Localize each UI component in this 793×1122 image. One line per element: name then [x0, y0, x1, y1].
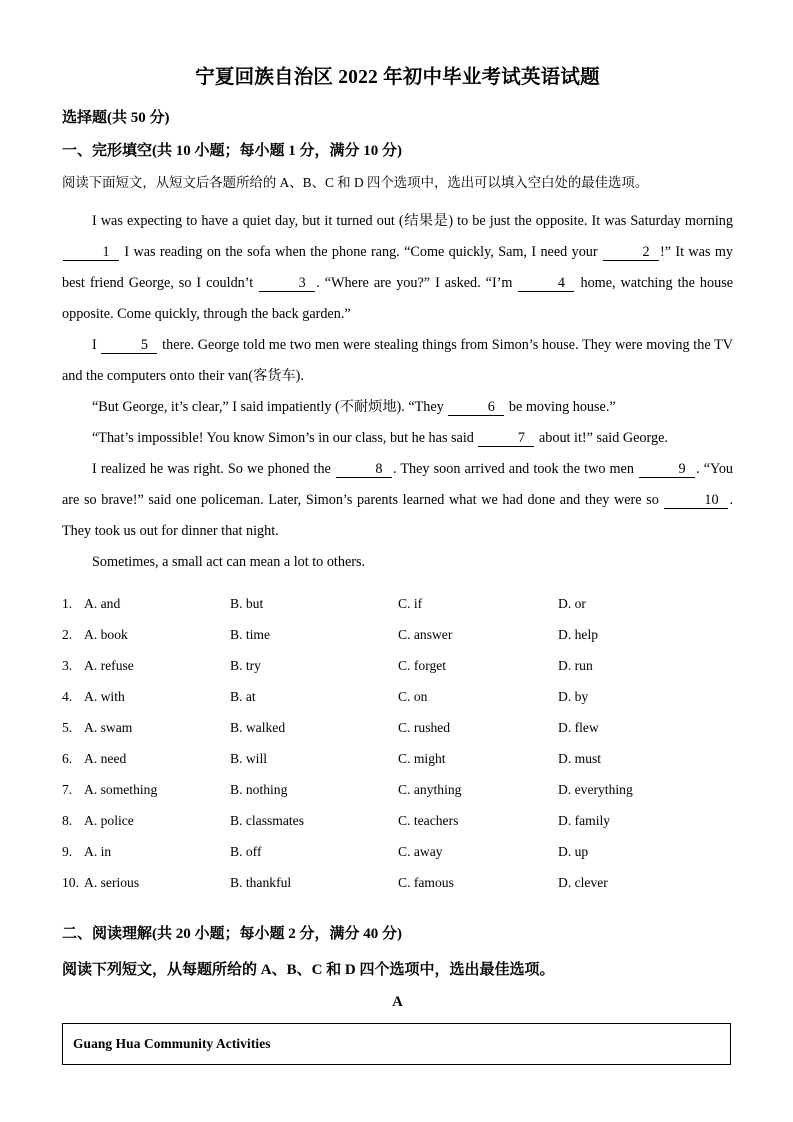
passage-text: home, watching the house opposite. Come quickly, through the back garden.”	[62, 275, 734, 323]
option-d[interactable]: D. clever	[558, 875, 608, 891]
passage-text: I	[92, 337, 97, 354]
option-c[interactable]: C. on	[398, 689, 428, 705]
option-b[interactable]: B. thankful	[230, 875, 292, 891]
option-d[interactable]: D. flew	[558, 720, 599, 736]
passage-paragraph-5	[62, 454, 733, 547]
section-two-instruction: 阅读下列短文，从每题所给的 A、B、C 和 D 四个选项中，选出最佳选项。	[62, 961, 555, 978]
option-a[interactable]: A. with	[84, 689, 125, 705]
option-d[interactable]: D. by	[558, 689, 589, 705]
question-number: 8.	[62, 813, 73, 829]
passage-text: . “You are so brave!” said one policeman. Later, Simon’s parents learned what we had done and they were so	[62, 461, 734, 509]
option-c[interactable]: C. away	[398, 844, 443, 860]
blank-6: 6	[448, 400, 504, 416]
option-b[interactable]: B. but	[230, 596, 264, 612]
passage-text: . “Where are you?” I asked. “I’m	[316, 275, 513, 292]
option-a[interactable]: A. something	[84, 782, 158, 798]
passage-text: I was expecting to have a quiet day, but it turned out (结果是) to be just the opposite. It was Saturday morning	[92, 213, 733, 230]
passage-text: I was reading on the sofa when the phone rang. “Come quickly, Sam, I need your	[124, 244, 598, 261]
passage-text: !” It was my best friend George, so I couldn’t	[62, 244, 733, 292]
question-number: 2.	[62, 627, 73, 643]
option-d[interactable]: D. run	[558, 658, 593, 674]
question-row	[62, 782, 733, 813]
option-d[interactable]: D. help	[558, 627, 599, 643]
option-d[interactable]: D. family	[558, 813, 611, 829]
passage-letter-label: A	[392, 994, 403, 1011]
question-number: 9.	[62, 844, 73, 860]
section-one-heading: 一、完形填空(共 10 小题；每小题 1 分，满分 10 分)	[62, 142, 402, 159]
question-number: 6.	[62, 751, 73, 767]
part-label: 选择题(共 50 分)	[62, 110, 170, 127]
reading-passage-title: Guang Hua Community Activities	[73, 1035, 271, 1051]
question-row	[62, 751, 733, 782]
option-a[interactable]: A. serious	[84, 875, 140, 891]
page-content	[62, 0, 733, 1065]
blank-2: 2	[603, 245, 659, 261]
option-d[interactable]: D. up	[558, 844, 589, 860]
passage-paragraph-3	[62, 392, 733, 423]
passage-paragraph-4	[62, 423, 733, 454]
passage-paragraph-2	[62, 330, 733, 392]
blank-3: 3	[259, 276, 315, 292]
section-one-instruction: 阅读下面短文，从短文后各题所给的 A、B、C 和 D 四个选项中，选出可以填入空白处的最佳选项。	[62, 175, 649, 191]
option-c[interactable]: C. famous	[398, 875, 454, 891]
option-b[interactable]: B. nothing	[230, 782, 288, 798]
blank-7: 7	[478, 431, 534, 447]
reading-passage-box	[62, 1023, 731, 1065]
question-row	[62, 596, 733, 627]
option-b[interactable]: B. walked	[230, 720, 286, 736]
question-row	[62, 844, 733, 875]
option-b[interactable]: B. off	[230, 844, 262, 860]
option-a[interactable]: A. refuse	[84, 658, 134, 674]
option-b[interactable]: B. try	[230, 658, 261, 674]
option-c[interactable]: C. rushed	[398, 720, 451, 736]
question-number: 4.	[62, 689, 73, 705]
option-b[interactable]: B. will	[230, 751, 268, 767]
question-number: 5.	[62, 720, 73, 736]
option-b[interactable]: B. at	[230, 689, 256, 705]
question-number: 7.	[62, 782, 73, 798]
cloze-options-list	[62, 596, 733, 906]
option-c[interactable]: C. anything	[398, 782, 462, 798]
option-d[interactable]: D. must	[558, 751, 602, 767]
blank-5: 5	[101, 338, 157, 354]
option-c[interactable]: C. forget	[398, 658, 447, 674]
option-b[interactable]: B. classmates	[230, 813, 304, 829]
passage-text: . They took us out for dinner that night.	[62, 492, 734, 540]
blank-9: 9	[639, 462, 695, 478]
passage-text: “That’s impossible! You know Simon’s in our class, but he has said	[92, 430, 474, 447]
page-title: 宁夏回族自治区 2022 年初中毕业考试英语试题	[195, 67, 600, 88]
option-a[interactable]: A. in	[84, 844, 112, 860]
passage-text: . They soon arrived and took the two men	[392, 461, 634, 478]
passage-paragraph-6	[62, 547, 733, 578]
question-row	[62, 720, 733, 751]
passage-text: Sometimes, a small act can mean a lot to others.	[92, 554, 366, 571]
passage-text: be moving house.”	[508, 399, 616, 416]
cloze-passage	[62, 206, 733, 578]
passage-text: about it!” said George.	[538, 430, 668, 447]
option-a[interactable]: A. and	[84, 596, 121, 612]
blank-1: 1	[63, 245, 119, 261]
question-number: 3.	[62, 658, 73, 674]
option-c[interactable]: C. teachers	[398, 813, 459, 829]
question-row	[62, 813, 733, 844]
option-a[interactable]: A. book	[84, 627, 128, 643]
option-d[interactable]: D. or	[558, 596, 586, 612]
question-row	[62, 875, 733, 906]
option-c[interactable]: C. if	[398, 596, 423, 612]
option-c[interactable]: C. answer	[398, 627, 453, 643]
question-number: 1.	[62, 596, 73, 612]
option-d[interactable]: D. everything	[558, 782, 633, 798]
blank-10: 10	[664, 493, 728, 509]
option-a[interactable]: A. need	[84, 751, 127, 767]
passage-text: “But George, it’s clear,” I said impatiently (不耐烦地). “They	[92, 399, 444, 416]
section-two-heading: 二、阅读理解(共 20 小题；每小题 2 分，满分 40 分)	[62, 926, 402, 943]
question-row	[62, 658, 733, 689]
passage-paragraph-1	[62, 206, 733, 330]
blank-8: 8	[336, 462, 392, 478]
blank-4: 4	[518, 276, 574, 292]
passage-text: I realized he was right. So we phoned the	[92, 461, 331, 478]
option-a[interactable]: A. swam	[84, 720, 133, 736]
question-number: 10.	[62, 875, 79, 891]
passage-text: there. George told me two men were stealing things from Simon’s house. They were moving the TV and the computers onto their van(客货车).	[62, 337, 734, 385]
option-a[interactable]: A. police	[84, 813, 134, 829]
option-c[interactable]: C. might	[398, 751, 446, 767]
question-row	[62, 689, 733, 720]
question-row	[62, 627, 733, 658]
option-b[interactable]: B. time	[230, 627, 271, 643]
